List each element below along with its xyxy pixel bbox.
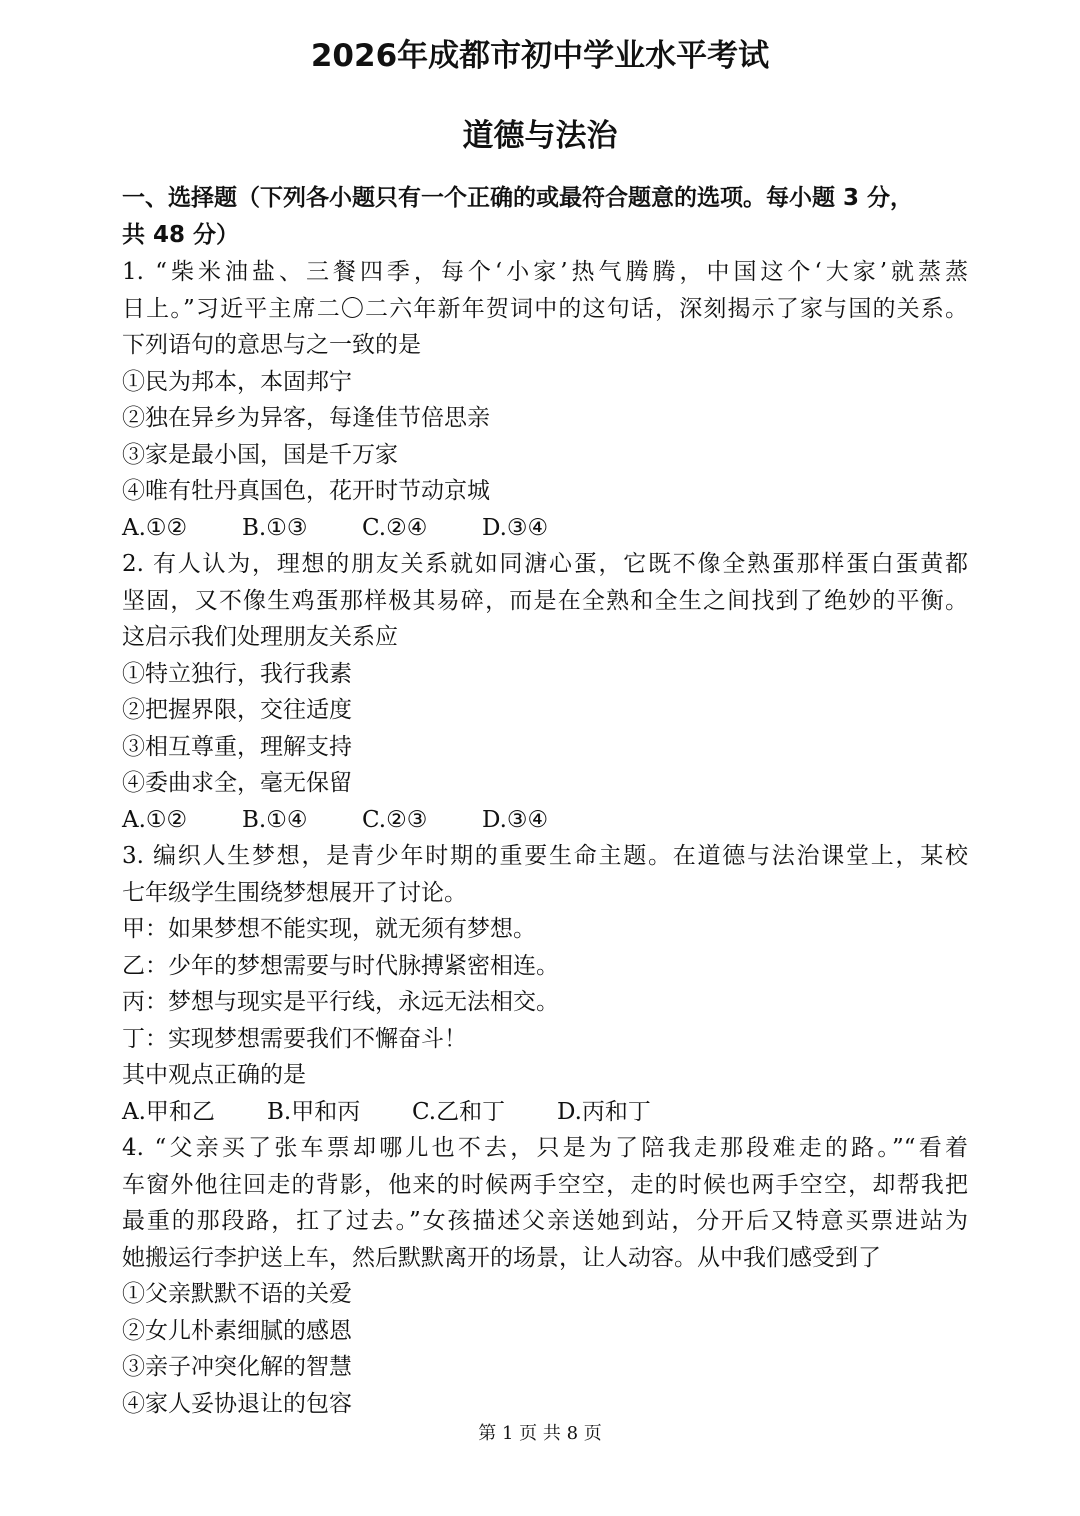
question-prompt: 其中观点正确的是 [122, 1062, 306, 1088]
section-heading-cont: 共 48 分） [122, 222, 240, 248]
statement-option: ④唯有牡丹真国色，花开时节动京城 [122, 478, 490, 504]
statement-option: ④家人妥协退让的包容 [122, 1390, 352, 1417]
statement-option: ③家是最小国，国是千万家 [122, 441, 398, 468]
question-text: 1. “柴米油盐、三餐四季，每个‘小家’热气腾腾，中国这个‘大家’就蒸蒸 [122, 259, 968, 285]
answer-choices [122, 1094, 968, 1131]
statement-option: ④委曲求全，毫无保留 [122, 770, 352, 796]
choice-d: D.③④ [482, 514, 549, 541]
choice-c: C.乙和丁 [412, 1098, 506, 1125]
viewpoint: 乙：少年的梦想需要与时代脉搏紧密相连。 [122, 952, 559, 979]
question-1 [122, 254, 968, 546]
question-text: 坚固，又不像生鸡蛋那样极其易碎，而是在全熟和全生之间找到了绝妙的平衡。 [122, 587, 968, 614]
question-text: 这启示我们处理朋友关系应 [122, 624, 398, 650]
statement-option: ②独在异乡为异客，每逢佳节倍思亲 [122, 405, 490, 431]
subject-title: 道德与法治 [462, 118, 618, 154]
choice-c: C.②③ [362, 806, 428, 833]
statement-option: ③相互尊重，理解支持 [122, 733, 352, 760]
question-text: 4. “父亲买了张车票却哪儿也不去，只是为了陪我走那段难走的路。”“看着 [122, 1135, 968, 1161]
choice-b: B.①③ [242, 514, 308, 541]
page-number: 第 1 页 共 8 页 [478, 1423, 602, 1444]
viewpoint: 丁：实现梦想需要我们不懈奋斗！ [122, 1025, 467, 1052]
answer-choices [122, 802, 968, 839]
statement-option: ②把握界限，交往适度 [122, 697, 352, 723]
answer-choices [122, 510, 968, 547]
question-3 [122, 838, 968, 1130]
choice-a: A.①② [122, 514, 188, 541]
question-text: 车窗外他往回走的背影，他来的时候两手空空，走的时候也两手空空，却帮我把 [122, 1171, 968, 1198]
viewpoint: 丙：梦想与现实是平行线，永远无法相交。 [122, 989, 559, 1015]
question-2 [122, 546, 968, 838]
choice-b: B.甲和丙 [267, 1098, 361, 1125]
question-text: 下列语句的意思与之一致的是 [122, 332, 421, 358]
question-text: 七年级学生围绕梦想展开了讨论。 [122, 879, 467, 906]
question-text: 她搬运行李护送上车，然后默默离开的场景，让人动容。从中我们感受到了 [122, 1244, 881, 1271]
section-heading: 一、选择题（下列各小题只有一个正确的或最符合题意的选项。每小题 3 分， [122, 185, 914, 211]
choice-c: C.②④ [362, 514, 428, 541]
statement-option: ③亲子冲突化解的智慧 [122, 1354, 352, 1380]
choice-a: A.①② [122, 806, 188, 833]
statement-option: ①特立独行，我行我素 [122, 660, 352, 687]
exam-title: 2026年成都市初中学业水平考试 [310, 38, 770, 74]
choice-b: B.①④ [242, 806, 308, 833]
question-text: 3. 编织人生梦想，是青少年时期的重要生命主题。在道德与法治课堂上，某校 [122, 843, 968, 869]
statement-option: ②女儿朴素细腻的感恩 [122, 1317, 352, 1344]
choice-a: A.甲和乙 [122, 1098, 215, 1125]
question-4 [122, 1130, 968, 1422]
question-text: 最重的那段路，扛了过去。”女孩描述父亲送她到站，分开后又特意买票进站为 [122, 1208, 968, 1234]
exam-content [122, 180, 968, 1422]
choice-d: D.丙和丁 [557, 1098, 651, 1125]
question-text: 日上。”习近平主席二〇二六年新年贺词中的这句话，深刻揭示了家与国的关系。 [122, 295, 968, 322]
question-text: 2. 有人认为，理想的朋友关系就如同溏心蛋，它既不像全熟蛋那样蛋白蛋黄都 [122, 551, 968, 577]
statement-option: ①父亲默默不语的关爱 [122, 1281, 352, 1307]
statement-option: ①民为邦本，本固邦宁 [122, 368, 352, 395]
viewpoint: 甲：如果梦想不能实现，就无须有梦想。 [122, 916, 536, 942]
choice-d: D.③④ [482, 806, 549, 833]
